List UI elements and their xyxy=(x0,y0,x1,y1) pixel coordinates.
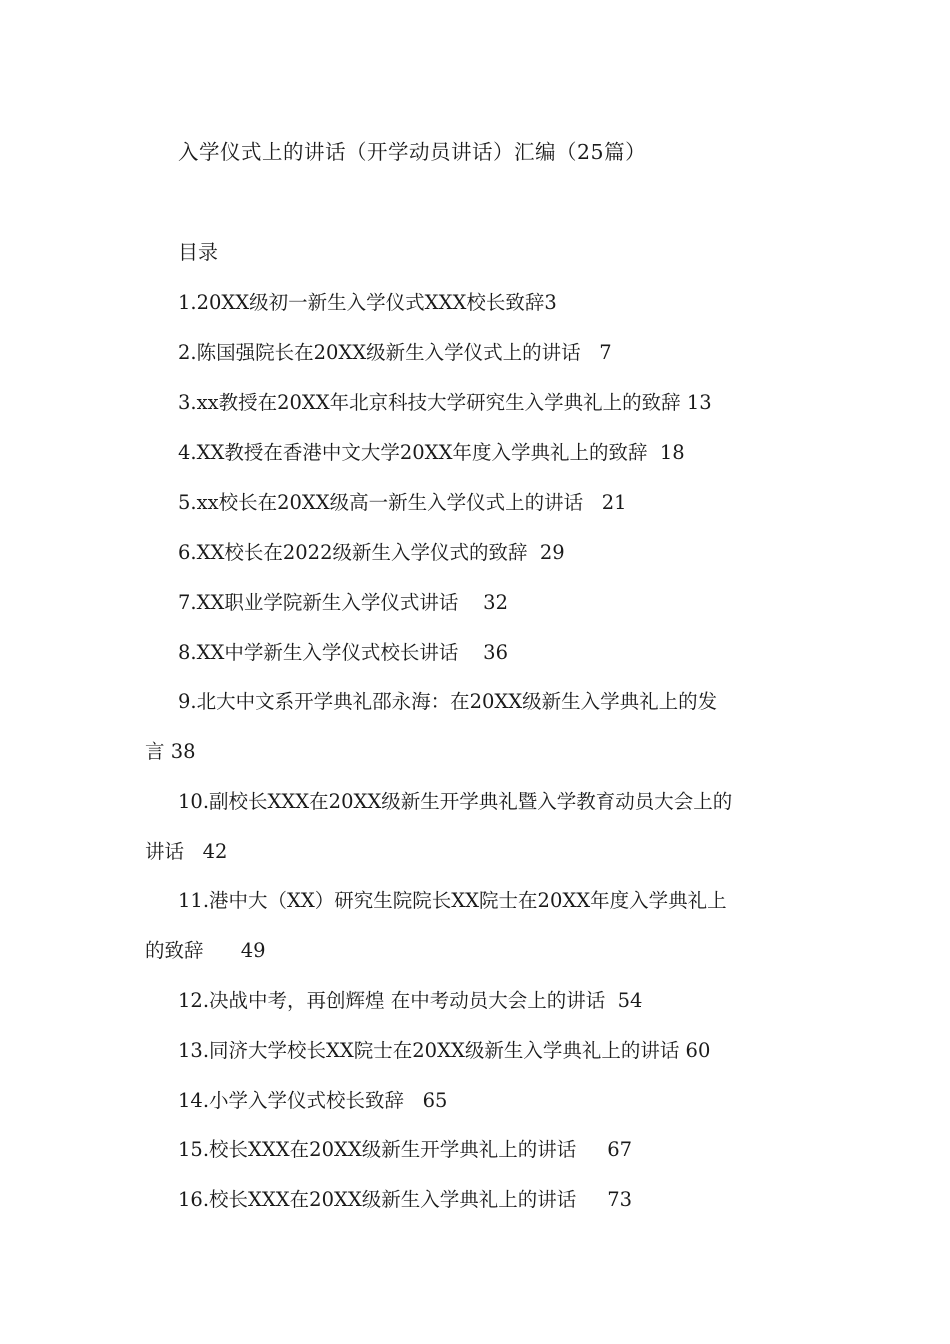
toc-entry: 15.校长XXX在20XX级新生开学典礼上的讲话 67 xyxy=(178,1138,633,1161)
toc-entry-continuation: 的致辞 49 xyxy=(145,939,266,962)
toc-entry: 3.xx教授在20XX年北京科技大学研究生入学典礼上的致辞 13 xyxy=(178,391,712,414)
toc-entry: 16.校长XXX在20XX级新生入学典礼上的讲话 73 xyxy=(178,1188,633,1211)
toc-entry: 5.xx校长在20XX级高一新生入学仪式上的讲话 21 xyxy=(178,491,627,514)
toc-entry: 2.陈国强院长在20XX级新生入学仪式上的讲话 7 xyxy=(178,341,612,364)
toc-entry: 13.同济大学校长XX院士在20XX级新生入学典礼上的讲话 60 xyxy=(178,1039,711,1062)
toc-entry: 1.20XX级初一新生入学仪式XXX校长致辞3 xyxy=(178,291,557,314)
toc-entry: 10.副校长XXX在20XX级新生开学典礼暨入学教育动员大会上的 xyxy=(178,790,733,813)
toc-entry: 12.决战中考，再创辉煌 在中考动员大会上的讲话 54 xyxy=(178,989,643,1012)
toc-entry: 7.XX职业学院新生入学仪式讲话 32 xyxy=(178,591,508,614)
toc-entry: 8.XX中学新生入学仪式校长讲话 36 xyxy=(178,641,508,664)
toc-entry: 11.港中大（XX）研究生院院长XX院士在20XX年度入学典礼上 xyxy=(178,889,727,912)
toc-heading: 目录 xyxy=(178,240,218,264)
document-title: 入学仪式上的讲话（开学动员讲话）汇编（25篇） xyxy=(178,140,647,164)
toc-entry-continuation: 讲话 42 xyxy=(145,840,228,863)
toc-entry: 9.北大中文系开学典礼邵永海：在20XX级新生入学典礼上的发 xyxy=(178,690,718,713)
toc-entry: 14.小学入学仪式校长致辞 65 xyxy=(178,1089,448,1112)
toc-entry: 4.XX教授在香港中文大学20XX年度入学典礼上的致辞 18 xyxy=(178,441,685,464)
toc-entry: 6.XX校长在2022级新生入学仪式的致辞 29 xyxy=(178,541,565,564)
toc-entry-continuation: 言 38 xyxy=(145,740,196,763)
